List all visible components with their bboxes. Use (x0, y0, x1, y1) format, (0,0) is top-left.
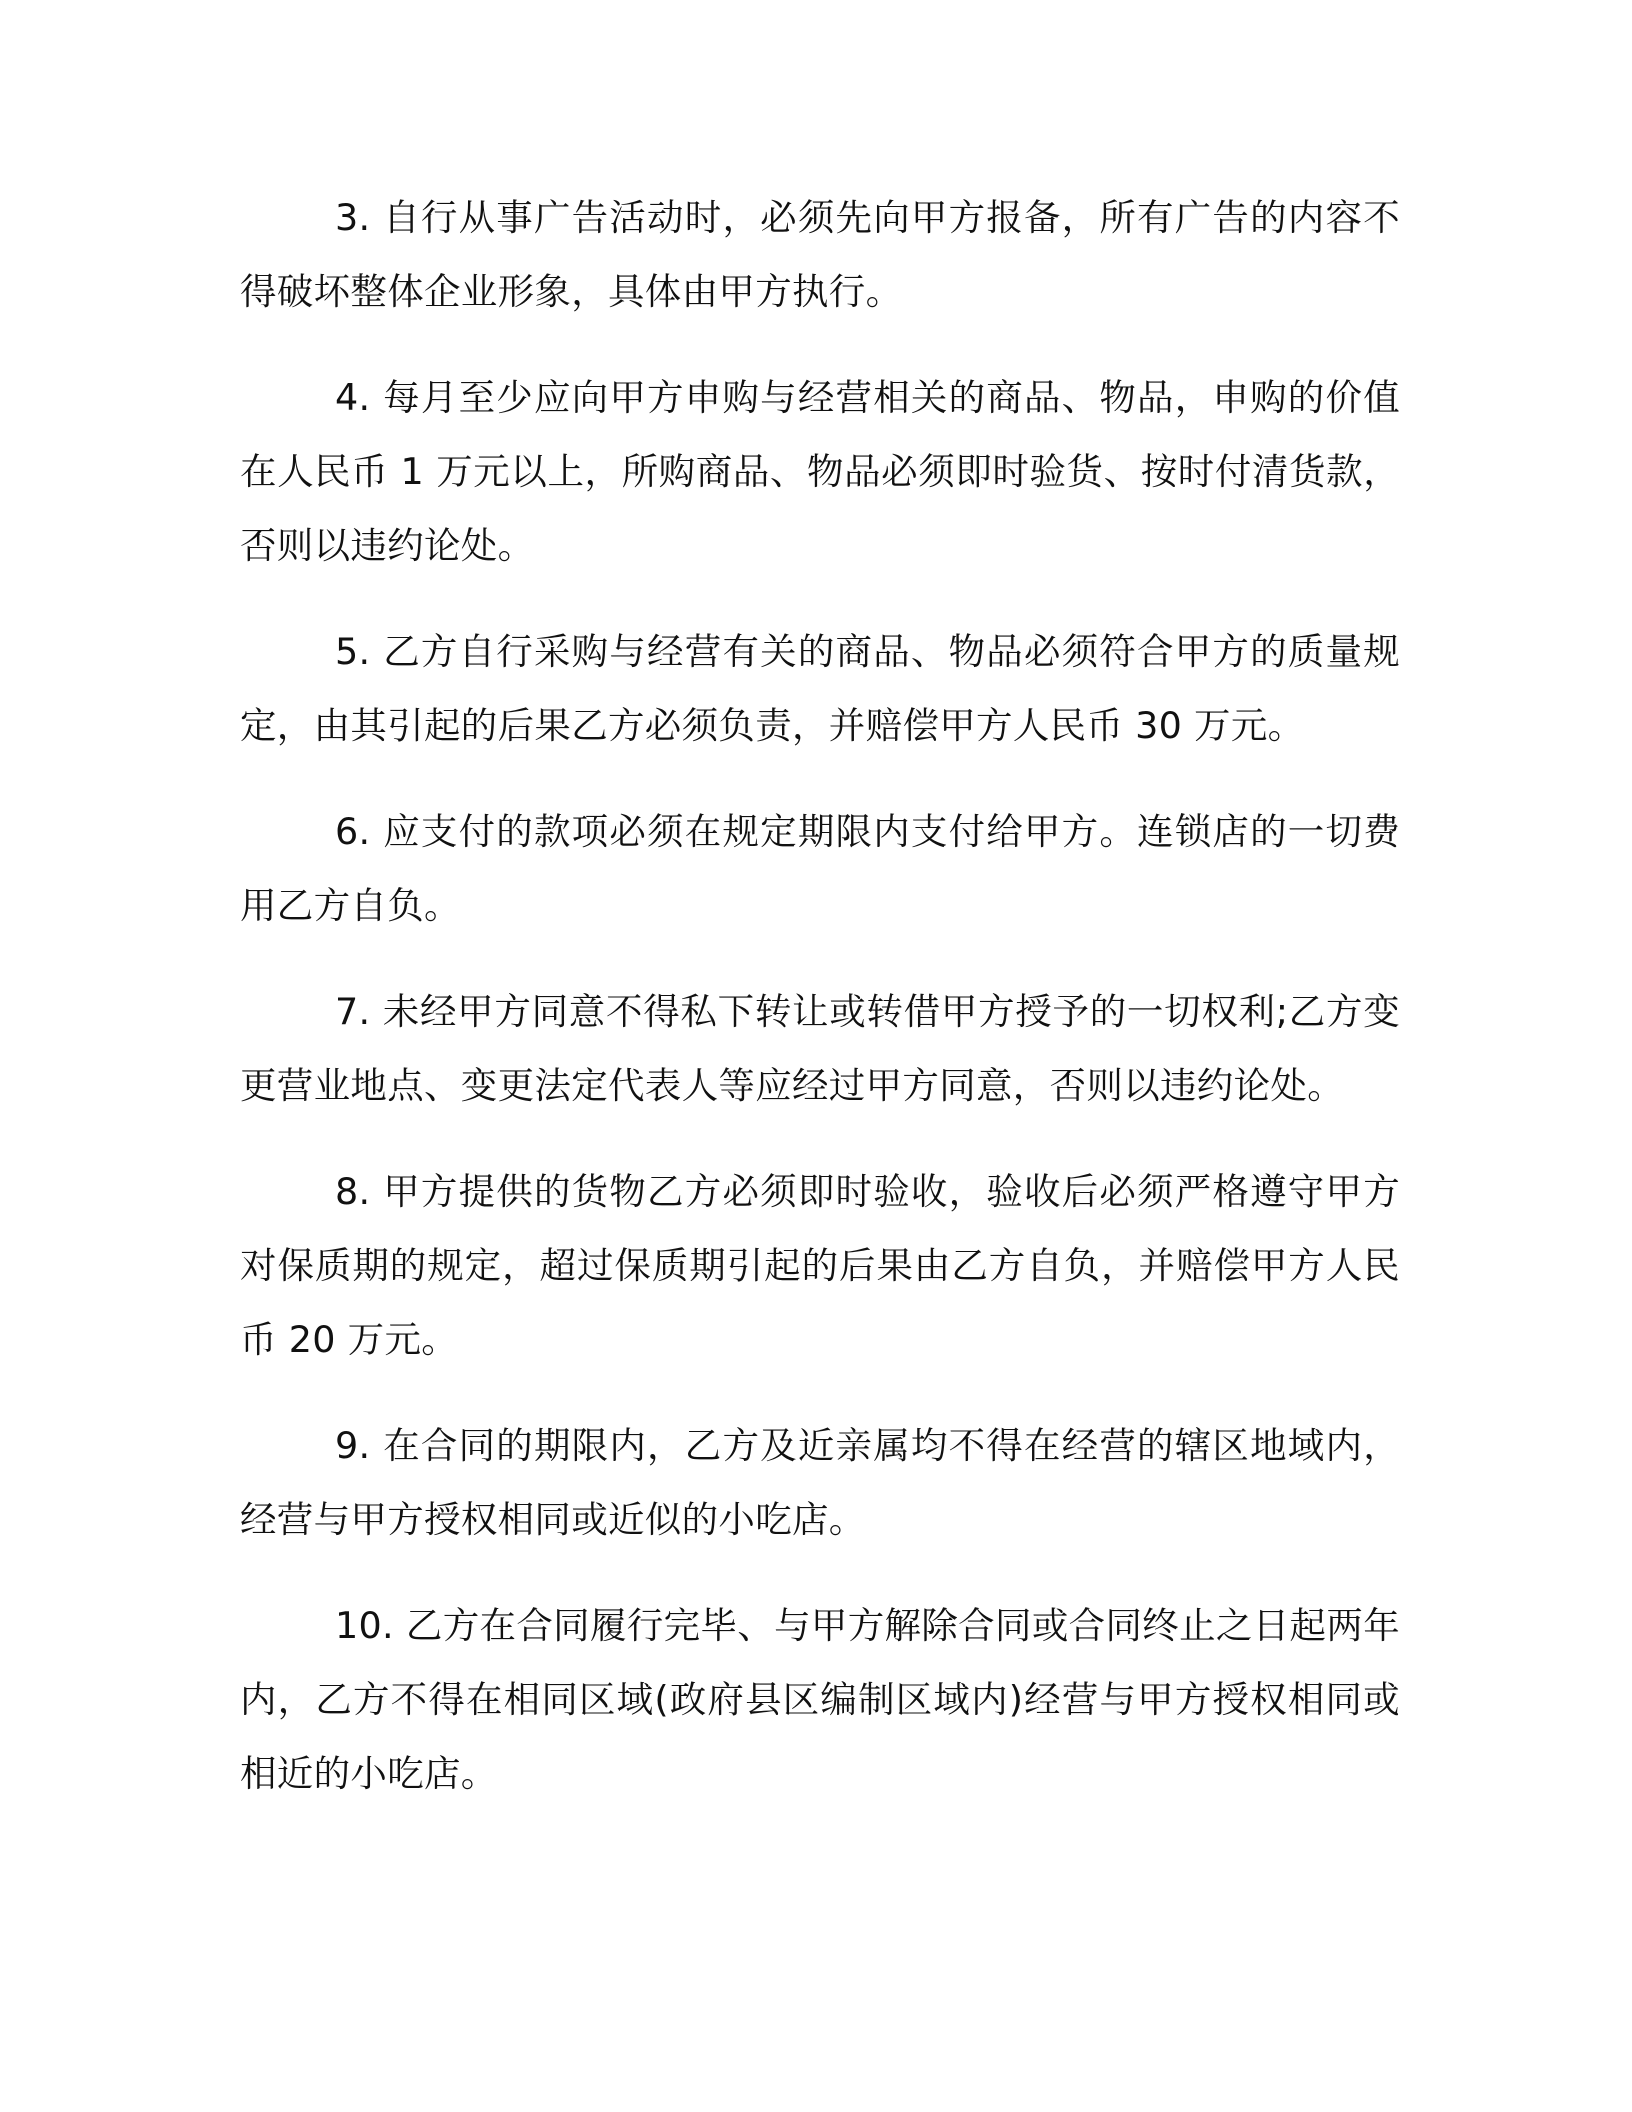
clause-7: 7. 未经甲方同意不得私下转让或转借甲方授予的一切权利;乙方变更营业地点、变更法定代表人等应经过甲方同意，否则以违约论处。 (240, 990, 1400, 1107)
clause-3: 3. 自行从事广告活动时，必须先向甲方报备，所有广告的内容不得破坏整体企业形象，具体由甲方执行。 (240, 196, 1400, 313)
clause-10: 10. 乙方在合同履行完毕、与甲方解除合同或合同终止之日起两年内，乙方不得在相同区域(政府县区编制区域内)经营与甲方授权相同或相近的小吃店。 (240, 1604, 1400, 1795)
clause-4: 4. 每月至少应向甲方申购与经营相关的商品、物品，申购的价值在人民币 1 万元以上，所购商品、物品必须即时验货、按时付清货款，否则以违约论处。 (240, 376, 1400, 567)
document-body (240, 181, 1400, 1843)
clause-9: 9. 在合同的期限内，乙方及近亲属均不得在经营的辖区地域内，经营与甲方授权相同或近似的小吃店。 (240, 1424, 1400, 1541)
clause-6: 6. 应支付的款项必须在规定期限内支付给甲方。连锁店的一切费用乙方自负。 (240, 810, 1400, 927)
clause-8: 8. 甲方提供的货物乙方必须即时验收，验收后必须严格遵守甲方对保质期的规定，超过保质期引起的后果由乙方自负，并赔偿甲方人民币 20 万元。 (240, 1170, 1400, 1361)
clause-5: 5. 乙方自行采购与经营有关的商品、物品必须符合甲方的质量规定，由其引起的后果乙方必须负责，并赔偿甲方人民币 30 万元。 (240, 630, 1400, 747)
